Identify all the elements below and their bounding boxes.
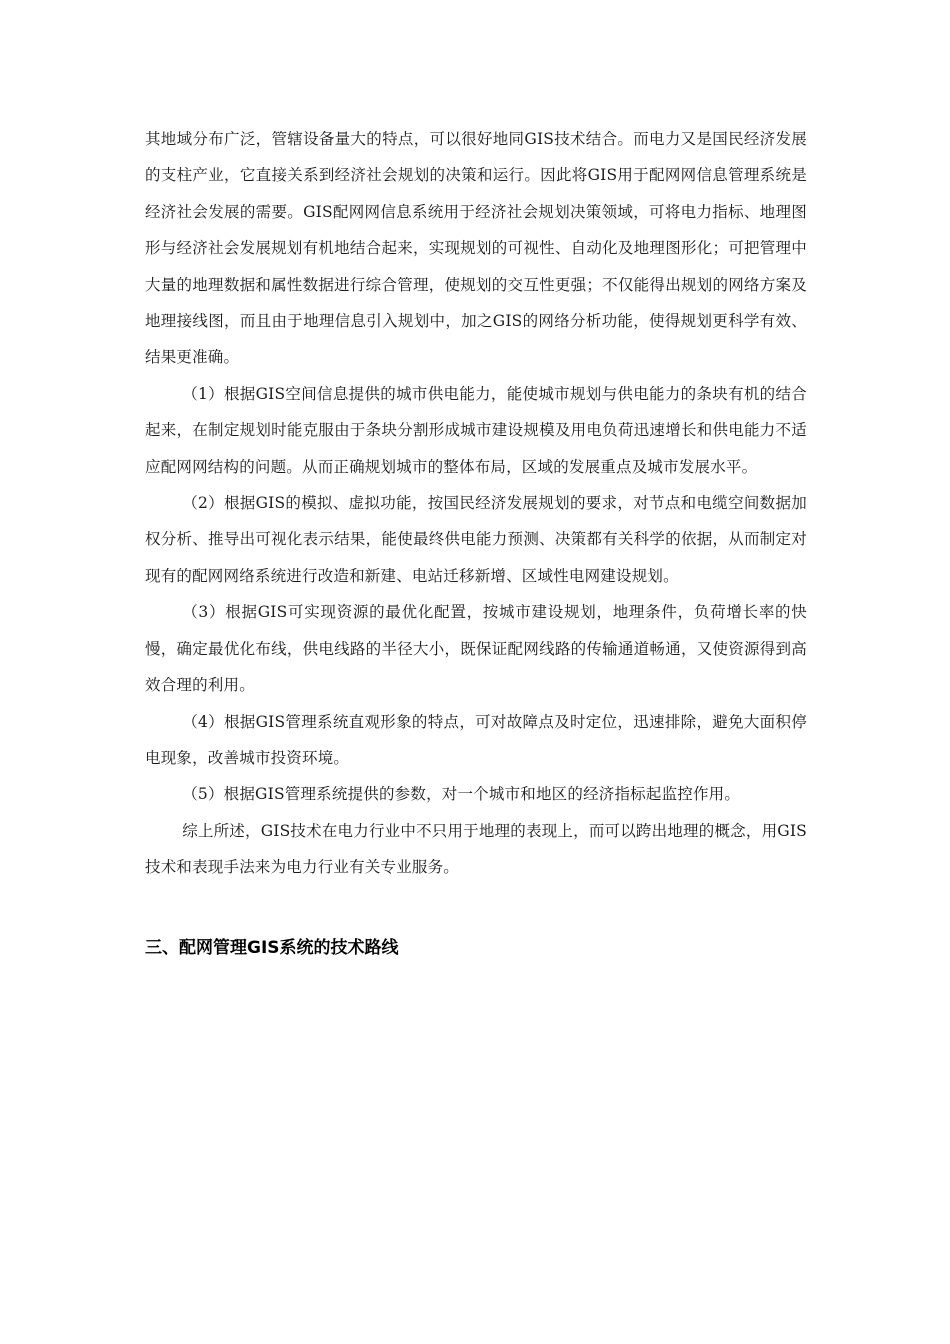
paragraph-item-5: （5）根据GIS管理系统提供的参数，对一个城市和地区的经济指标起监控作用。 bbox=[182, 785, 741, 804]
paragraph-item-3: （3）根据GIS可实现资源的最优化配置，按城市建设规划，地理条件，负荷增长率的快慢，确定最优化布线，供电线路的半径大小，既保证配网线路的传输通道畅通，又使资源得到高效合理的利用。 bbox=[145, 603, 807, 695]
section-heading: 三、配网管理GIS系统的技术路线 bbox=[145, 938, 399, 958]
paragraph-item-2: （2）根据GIS的模拟、虚拟功能，按国民经济发展规划的要求，对节点和电缆空间数据加权分析、推导出可视化表示结果，能使最终供电能力预测、决策都有关科学的依据，从而制定对现有的配网网络系统进行改造和新建、电站迁移新增、区域性电网建设规划。 bbox=[145, 494, 807, 585]
paragraph-item-1: （1）根据GIS空间信息提供的城市供电能力，能使城市规划与供电能力的条块有机的结合起来，在制定规划时能克服由于条块分割形成城市建设规模及用电负荷迅速增长和供电能力不适应配网网结构的问题。从而正确规划城市的整体布局，区域的发展重点及城市发展水平。 bbox=[145, 384, 807, 476]
paragraph-item-4: （4）根据GIS管理系统直观形象的特点，可对故障点及时定位，迅速排除，避免大面积停电现象，改善城市投资环境。 bbox=[145, 712, 807, 767]
paragraph-intro: 其地域分布广泛，管辖设备量大的特点，可以很好地同GIS技术结合。而电力又是国民经济发展的支柱产业，它直接关系到经济社会规划的决策和运行。因此将GIS用于配网网信息管理系统是经济社会发展的需要。GIS配网网信息系统用于经济社会规划决策领域，可将电力指标、地理图形与经济社会发展规划有机地结合起来，实现规划的可视性、自动化及地理图形化；可把管理中大量的地理数据和属性数据进行综合管理，使规划的交互性更强；不仅能得出规划的网络方案及地理接线图，而且由于地理信息引入规划中，加之GIS的网络分析功能，使得规划更科学有效、结果更准确。 bbox=[145, 130, 807, 367]
document-body bbox=[145, 121, 807, 886]
paragraph-summary: 综上所述，GIS技术在电力行业中不只用于地理的表现上，而可以跨出地理的概念，用GIS技术和表现手法来为电力行业有关专业服务。 bbox=[145, 821, 807, 877]
